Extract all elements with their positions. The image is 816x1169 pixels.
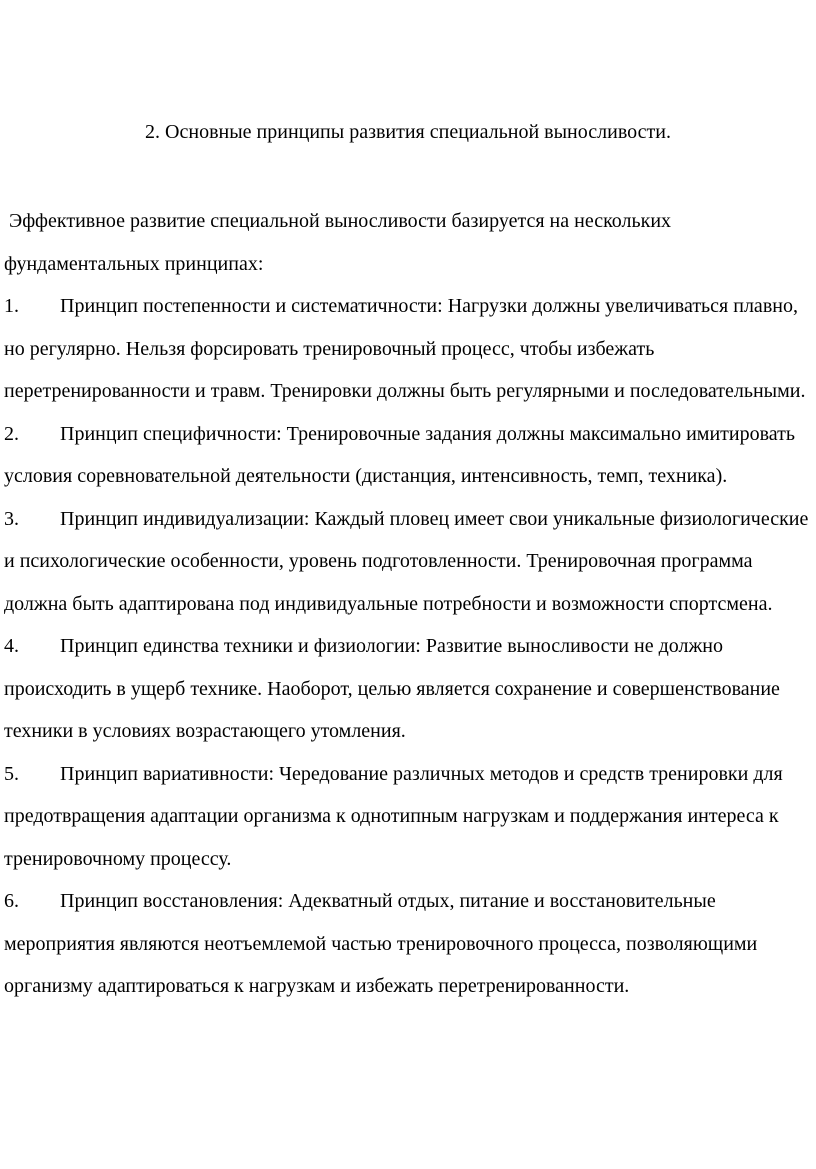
principle-number: 6. [4,890,19,912]
section-heading: 2. Основные принципы развития специальной выносливости. [145,121,671,143]
principle-text: Принцип постепенности и систематичности: Нагрузки должны увеличиваться плавно, но регулярно. Нельзя форсировать тренировочный процесс, чтобы избежать перетренированности и травм. Тренировки должны быть регулярными и последовательными. [4,295,806,402]
principle-item-2 [4,413,812,498]
principle-text: Принцип вариативности: Чередование различных методов и средств тренировки для предотвращения адаптации организма к однотипным нагрузкам и поддержания интереса к тренировочному процессу. [4,762,783,870]
principle-text: Принцип единства техники и физиологии: Развитие выносливости не должно происходить в ущерб технике. Наоборот, целью является сохранение и совершенствование техники в условиях возрастающего утомления. [4,635,780,742]
intro-paragraph: Эффективное развитие специальной выносливости базируется на нескольких фундаментальных принципах: [4,210,677,275]
principle-number: 4. [4,635,19,657]
principle-number: 3. [4,507,19,530]
principle-text: Принцип восстановления: Адекватный отдых, питание и восстановительные мероприятия являются неотъемлемой частью тренировочного процесса, позволяющими организму адаптироваться к нагрузкам и избежать перетренированности. [4,890,758,997]
principle-text: Принцип специфичности: Тренировочные задания должны максимально имитировать условия соревновательной деятельности (дистанция, интенсивность, темп, техника). [4,422,795,487]
principle-item-6 [4,880,812,1008]
principle-number: 1. [4,295,19,317]
document-body [4,200,812,1008]
principle-item-3 [4,498,812,626]
principle-item-5 [4,753,812,881]
principle-number: 2. [4,422,19,445]
principle-text: Принцип индивидуализации: Каждый пловец имеет свои уникальные физиологические и психологические особенности, уровень подготовленности. Тренировочная программа должна быть адаптирована под индивидуальные потребности и возможности спортсмена. [4,507,809,615]
principle-number: 5. [4,762,19,785]
principle-item-1 [4,285,812,413]
principle-item-4 [4,625,812,753]
